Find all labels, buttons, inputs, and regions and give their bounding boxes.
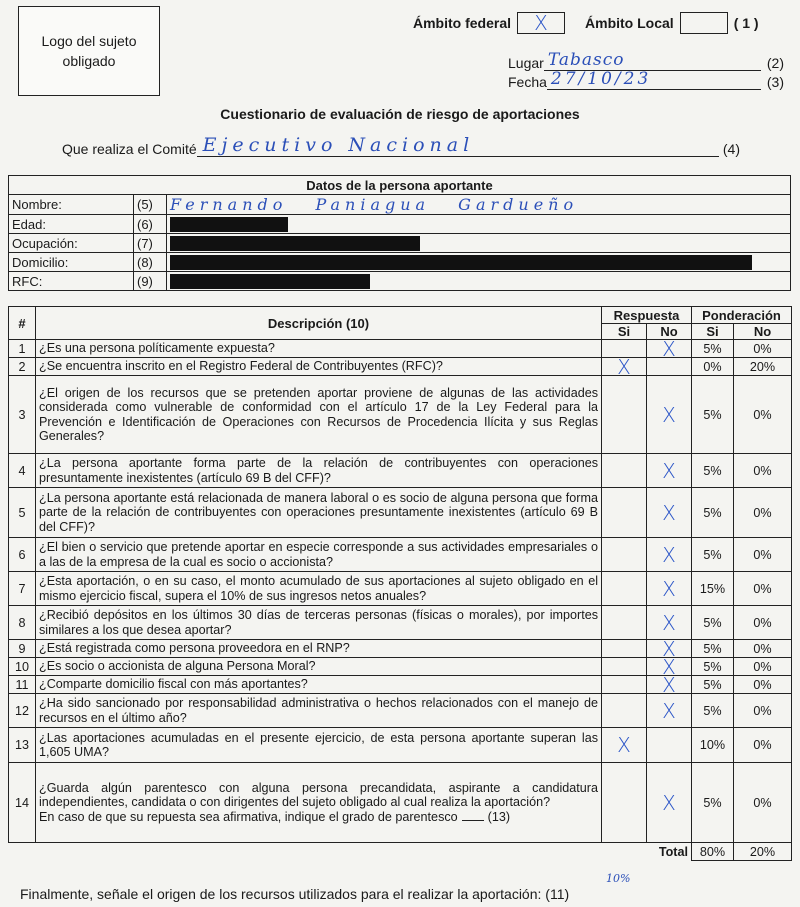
weight-no: 20% [734, 358, 792, 376]
question-row [9, 572, 792, 606]
answer-no-cell[interactable]: X [647, 572, 692, 606]
weight-no: 0% [734, 376, 792, 454]
total-no: 20% [734, 843, 792, 861]
question-number: 2 [9, 358, 36, 376]
question-text [36, 640, 602, 658]
question-extra-ref: (13) [487, 809, 511, 824]
col-respuesta-header: Respuesta [602, 307, 692, 324]
question-text-main: ¿Es socio o accionista de alguna Persona Moral? [39, 659, 316, 674]
weight-no: 0% [734, 763, 792, 843]
weight-si: 5% [692, 606, 734, 640]
weight-si: 10% [692, 728, 734, 763]
weight-si: 0% [692, 358, 734, 376]
total-label: Total [9, 843, 692, 861]
handwritten-note: 10% [606, 872, 631, 885]
question-row [9, 606, 792, 640]
weight-si: 5% [692, 640, 734, 658]
ambito-local-checkbox[interactable] [680, 12, 728, 34]
redaction-bar [170, 274, 370, 289]
weight-no: 0% [734, 694, 792, 728]
weight-si: 5% [692, 488, 734, 538]
datos-label: Ocupación: [9, 234, 134, 253]
weight-si: 5% [692, 658, 734, 676]
datos-aportante-table [8, 175, 791, 291]
question-row [9, 694, 792, 728]
answer-si-cell[interactable] [602, 640, 647, 658]
answer-si-cell[interactable] [602, 538, 647, 572]
datos-row-nombre [9, 195, 791, 215]
question-number: 10 [9, 658, 36, 676]
question-text-main: ¿La persona aportante está relacionada de manera laboral o es socio de alguna persona que forma parte de la relación de contribuyentes con operaciones presuntamente inexistentes (artículo 69 B del CFF)? [39, 490, 598, 534]
question-text [36, 658, 602, 676]
weight-si: 5% [692, 454, 734, 488]
questions-body [9, 336, 792, 843]
answer-si-cell[interactable] [602, 763, 647, 843]
answer-no-cell[interactable]: X [647, 538, 692, 572]
datos-row-edad [9, 215, 791, 234]
question-number: 5 [9, 488, 36, 538]
col-ponderacion-no: No [734, 324, 792, 340]
question-text [36, 340, 602, 358]
datos-ref: (6) [134, 215, 167, 234]
weight-si: 5% [692, 676, 734, 694]
question-number: 12 [9, 694, 36, 728]
datos-label: Domicilio: [9, 253, 134, 272]
ambito-federal-label: Ámbito federal [413, 15, 512, 31]
ambito-federal-checkbox[interactable]: X [517, 12, 565, 34]
question-number: 6 [9, 538, 36, 572]
answer-no-cell[interactable]: X [647, 676, 692, 694]
answer-si-cell[interactable] [602, 694, 647, 728]
ambito-row [413, 12, 759, 34]
redaction-bar [170, 255, 752, 270]
question-text-main: ¿Está registrada como persona proveedora en el RNP? [39, 641, 350, 656]
fecha-row [508, 69, 784, 90]
weight-no: 0% [734, 454, 792, 488]
questionnaire-table [8, 306, 792, 861]
form-title: Cuestionario de evaluación de riesgo de aportaciones [220, 106, 580, 122]
redaction-bar [170, 236, 420, 251]
weight-si: 15% [692, 572, 734, 606]
weight-no: 0% [734, 728, 792, 763]
weight-no: 0% [734, 676, 792, 694]
datos-ref: (8) [134, 253, 167, 272]
question-row [9, 340, 792, 358]
weight-no: 0% [734, 340, 792, 358]
weight-no: 0% [734, 488, 792, 538]
question-text-main: ¿La persona aportante forma parte de la relación de contribuyentes con operaciones presuntamente inexistentes (artículo 69 B del CFF)? [39, 456, 598, 485]
answer-no-cell[interactable] [647, 728, 692, 763]
question-text-main: ¿Recibió depósitos en los últimos 30 días de terceras personas (físicas o morales), por importes similares a los que desea aportar? [39, 608, 598, 637]
datos-label: Edad: [9, 215, 134, 234]
parentesco-blank[interactable] [462, 820, 484, 821]
weight-no: 0% [734, 640, 792, 658]
question-text [36, 376, 602, 454]
datos-row-domicilio [9, 253, 791, 272]
total-si: 80% [692, 843, 734, 861]
answer-no-cell[interactable]: X [647, 340, 692, 358]
weight-si: 5% [692, 694, 734, 728]
question-text [36, 728, 602, 763]
comite-row [62, 134, 740, 157]
answer-si-cell[interactable]: X [602, 728, 647, 763]
logo-placeholder-box [18, 6, 160, 96]
question-number: 8 [9, 606, 36, 640]
lugar-ref: (2) [766, 55, 784, 71]
question-text [36, 763, 602, 843]
datos-row-ocupacion [9, 234, 791, 253]
col-ponderacion-si: Si [692, 324, 734, 340]
question-number: 14 [9, 763, 36, 843]
question-number: 3 [9, 376, 36, 454]
col-desc-header: Descripción (10) [36, 307, 602, 340]
datos-header: Datos de la persona aportante [9, 176, 791, 195]
fecha-ref: (3) [766, 74, 784, 90]
question-number: 4 [9, 454, 36, 488]
question-text [36, 538, 602, 572]
question-text [36, 694, 602, 728]
question-row [9, 454, 792, 488]
nombre-field[interactable]: Fernando Paniagua Gardueño [167, 195, 791, 215]
fecha-label: Fecha [508, 74, 547, 90]
ambito-ref: ( 1 ) [733, 15, 759, 31]
question-text-main: ¿Se encuentra inscrito en el Registro Federal de Contribuyentes (RFC)? [39, 359, 443, 374]
question-text [36, 606, 602, 640]
ambito-local-label: Ámbito Local [585, 15, 674, 31]
total-row [9, 843, 792, 861]
weight-no: 0% [734, 538, 792, 572]
question-number: 9 [9, 640, 36, 658]
question-text-main: ¿Ha sido sancionado por responsabilidad administrativa o hechos relacionados con el manejo de recursos en el último año? [39, 696, 598, 725]
answer-no-cell[interactable]: X [647, 694, 692, 728]
answer-no-cell[interactable]: X [647, 606, 692, 640]
rfc-field[interactable] [167, 272, 791, 291]
question-text [36, 676, 602, 694]
question-text [36, 358, 602, 376]
answer-no-cell[interactable]: X [647, 640, 692, 658]
question-number: 11 [9, 676, 36, 694]
datos-label: Nombre: [9, 195, 134, 215]
comite-field[interactable]: Ejecutivo Nacional [197, 134, 719, 157]
edad-field[interactable] [167, 215, 791, 234]
answer-no-cell[interactable]: X [647, 763, 692, 843]
question-text [36, 454, 602, 488]
datos-ref: (5) [134, 195, 167, 215]
answer-si-cell[interactable] [602, 658, 647, 676]
weight-si: 5% [692, 538, 734, 572]
question-row [9, 488, 792, 538]
col-respuesta-si: Si [602, 324, 647, 340]
weight-no: 0% [734, 658, 792, 676]
datos-row-rfc [9, 272, 791, 291]
question-extra-line [39, 810, 598, 825]
answer-si-cell[interactable] [602, 376, 647, 454]
question-text [36, 488, 602, 538]
weight-si: 5% [692, 763, 734, 843]
question-row [9, 728, 792, 763]
answer-no-cell[interactable]: X [647, 454, 692, 488]
question-number: 13 [9, 728, 36, 763]
weight-no: 0% [734, 572, 792, 606]
answer-no-cell[interactable]: X [647, 658, 692, 676]
weight-si: 5% [692, 376, 734, 454]
answer-si-cell[interactable]: X [602, 358, 647, 376]
question-extra-text: En caso de que su repuesta sea afirmativa, indique el grado de parentesco [39, 809, 458, 824]
answer-si-cell[interactable] [602, 488, 647, 538]
col-num-header: # [9, 307, 36, 340]
datos-ref: (9) [134, 272, 167, 291]
datos-ref: (7) [134, 234, 167, 253]
footer-text: Finalmente, señale el origen de los recursos utilizados para el realizar la aportación: (11) [20, 886, 570, 902]
question-text-main: ¿El origen de los recursos que se pretenden aportar proviene de algunas de las actividades considerada como vulnerable de conformidad con el artículo 17 de la Ley Federal para la Prevención e Identificación de Operaciones con Recursos de Procedencia Ilícita y sus Reglas Generales? [39, 385, 598, 443]
question-text-main: ¿Guarda algún parentesco con alguna persona precandidata, aspirante a candidatura independientes, candidata o con dirigentes del sujeto obligado al cual realiza la aportación? [39, 780, 598, 810]
answer-no-cell[interactable]: X [647, 376, 692, 454]
question-text-main: ¿Es una persona políticamente expuesta? [39, 341, 275, 356]
col-ponderacion-header: Ponderación [692, 307, 792, 324]
question-number: 7 [9, 572, 36, 606]
ocupacion-field[interactable] [167, 234, 791, 253]
question-row [9, 376, 792, 454]
domicilio-field[interactable] [167, 253, 791, 272]
fecha-field[interactable]: 27/10/23 [547, 69, 761, 90]
weight-no: 0% [734, 606, 792, 640]
logo-placeholder-text: Logo del sujeto obligado [41, 33, 137, 69]
datos-label: RFC: [9, 272, 134, 291]
question-text-main: ¿Esta aportación, o en su caso, el monto acumulado de sus aportaciones al sujeto obligado en el mismo ejercicio fiscal, supera el 10% de sus ingresos netos anuales? [39, 574, 598, 603]
answer-si-cell[interactable] [602, 454, 647, 488]
answer-si-cell[interactable] [602, 606, 647, 640]
answer-no-cell[interactable]: X [647, 488, 692, 538]
weight-si: 5% [692, 340, 734, 358]
lugar-row [508, 50, 784, 71]
question-text [36, 572, 602, 606]
question-row [9, 676, 792, 694]
comite-label: Que realiza el Comité [62, 141, 197, 157]
redaction-bar [170, 217, 288, 232]
col-respuesta-no: No [647, 324, 692, 340]
question-row [9, 538, 792, 572]
answer-si-cell[interactable] [602, 676, 647, 694]
lugar-field[interactable]: Tabasco [544, 50, 761, 71]
comite-ref: (4) [722, 141, 740, 157]
question-text-main: ¿El bien o servicio que pretende aportar en especie corresponde a sus actividades empresariales o a las de la empresa de la cual es socio o accionista? [39, 540, 598, 569]
lugar-label: Lugar [508, 55, 544, 71]
question-number: 1 [9, 340, 36, 358]
question-row [9, 763, 792, 843]
question-text-main: ¿Las aportaciones acumuladas en el presente ejercicio, de esta persona aportante superan las 1,605 UMA? [39, 730, 598, 759]
answer-si-cell[interactable] [602, 572, 647, 606]
question-text-main: ¿Comparte domicilio fiscal con más aportantes? [39, 677, 308, 692]
